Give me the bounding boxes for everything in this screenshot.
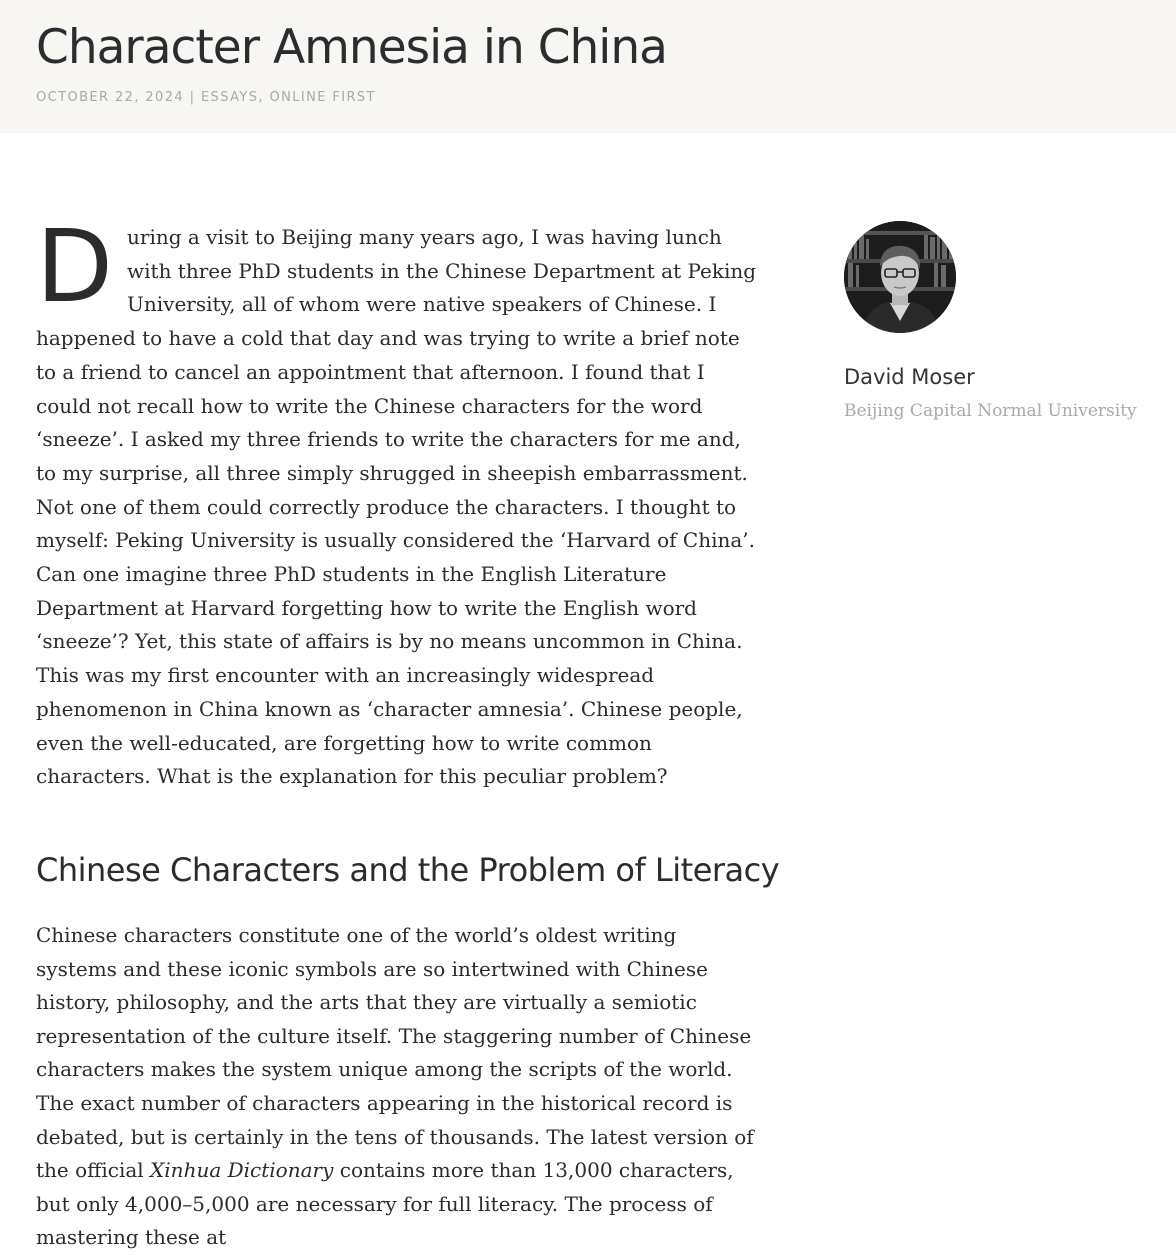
section-paragraph [36,919,756,1255]
section-heading: Chinese Characters and the Problem of Literacy [36,851,780,889]
page-header [0,0,1176,133]
post-date: OCTOBER 22, 2024 [36,90,185,105]
author-avatar[interactable] [844,221,956,333]
article-section-body [36,919,756,1255]
section-paragraph-text-2: contains more than 13,000 characters, but only 4,000–5,000 are necessary for full literacy. The process of mastering these at [36,1158,734,1250]
category-link-essays[interactable]: ESSAYS [200,90,259,105]
author-card [844,221,1164,421]
article-body [36,208,760,794]
intro-paragraph [36,208,760,794]
post-meta [36,89,376,107]
category-separator: , [258,90,270,105]
intro-paragraph-text: uring a visit to Beijing many years ago, I was having lunch with three PhD students in the Chinese Department at Peking University, all of whom were native speakers of Chinese. I happened to have a cold that day and was trying to write a brief note to a friend to cancel an appointment that afternoon. I found that I could not recall how to write the Chinese characters for the word ‘sneeze’. I asked my three friends to write the characters for me and, to my surprise, all three simply shrugged in sheepish embarrassment. Not one of them could correctly produce the characters. I thought to myself: Peking University is usually considered the ‘Harvard of China’. Can one imagine three PhD students in the English Literature Department at Harvard forgetting how to write the English word ‘sneeze’? Yet, this state of affairs is by no means uncommon in China. This was my first encounter with an increasingly widespread phenomenon in China known as ‘character amnesia’. Chinese people, even the well-educated, are forgetting how to write common characters. What is the explanation for this peculiar problem? [36,225,757,789]
drop-cap: D [36,208,114,325]
category-link-online-first[interactable]: ONLINE FIRST [269,90,376,105]
section-paragraph-text-1: Chinese characters constitute one of the world’s oldest writing systems and these iconic symbols are so intertwined with Chinese history, philosophy, and the arts that they are virtually a semiotic representation of the culture itself. The staggering number of Chinese characters makes the system unique among the scripts of the world. The exact number of characters appearing in the historical record is debated, but is certainly in the tens of thousands. The latest version of the official [36,923,754,1183]
page-title: Character Amnesia in China [36,20,667,75]
dictionary-title: Xinhua Dictionary [150,1158,334,1183]
meta-separator: | [184,90,201,105]
author-name[interactable]: David Moser [844,365,975,389]
author-affiliation: Beijing Capital Normal University [844,401,1137,421]
